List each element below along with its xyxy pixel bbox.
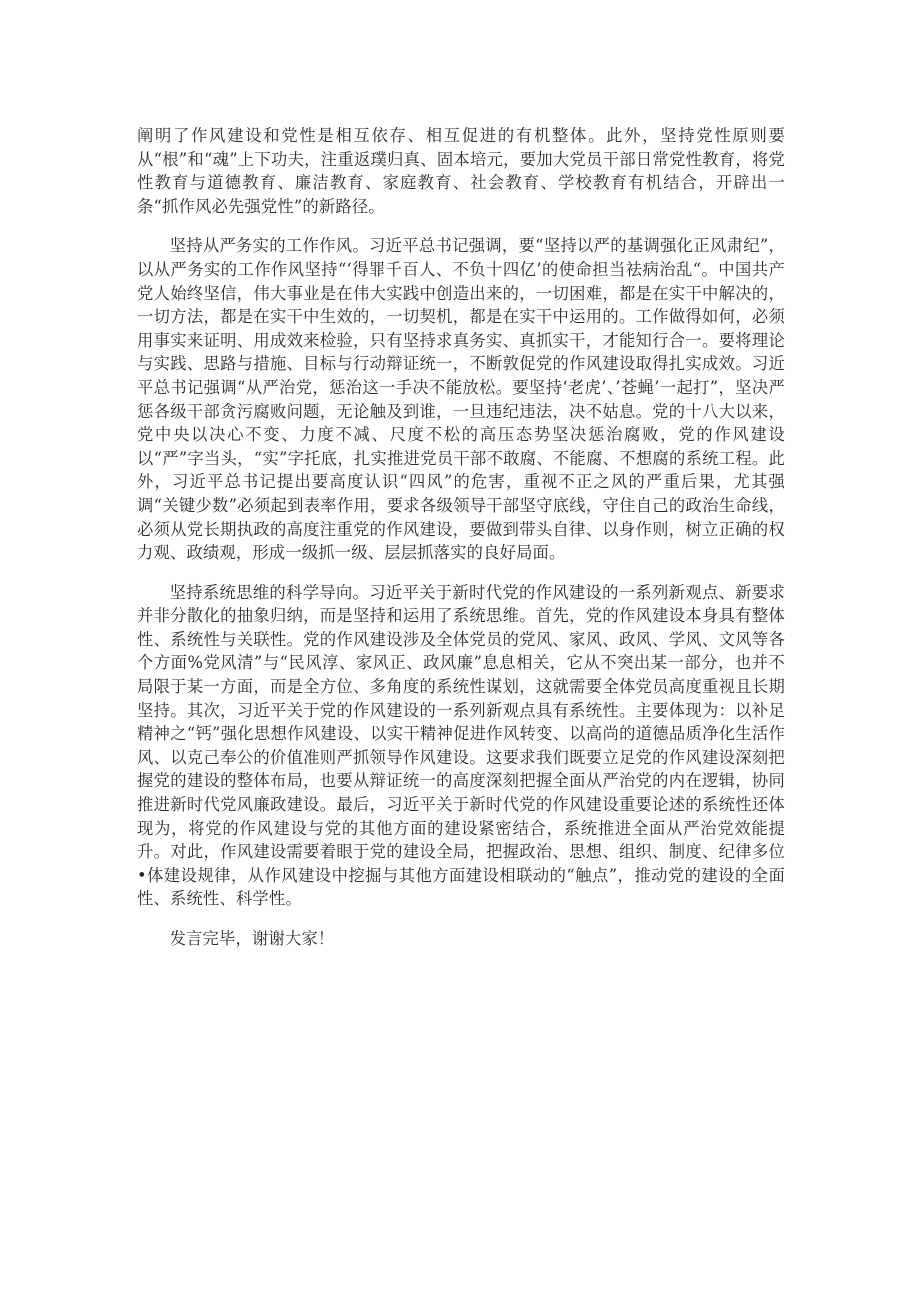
paragraph-closing: 发言完毕，谢谢大家！ (169, 929, 335, 948)
paragraph-work-style: 坚持从严务实的工作作风。习近平总书记强调，要“坚持以严的基调强化正风肃纪”，以从严务实的工作作风坚持“‘得罪千百人、不负十四亿’的使命担当祛病治乱“。中国共产党人始终坚信，伟大事业是在伟大实践中创造出来的，一切困难，都是在实干中解决的，一切方法，都是在实干中生效的，一切契机，都是在实干中运用的。工作做得如何，必须用事实来证明、用成效来检验，只有坚持求真务实、真抓实干，才能知行合一。要将理论与实践、思路与措施、目标与行动辩证统一，不断敦促党的作风建设取得扎实成效。习近平总书记强调“从严治党，惩治这一手决不能放松。要坚持‘老虎’、’苍蝇’一起打”，坚决严惩各级干部贪污腐败问题，无论触及到谁，一旦违纪违法，决不姑息。党的十八大以来，党中央以决心不变、力度不减、尺度不松的高压态势坚决惩治腐败，党的作风建设以“严”字当头，“实”字托底，扎实推进党员干部不敢腐、不能腐、不想腐的系统工程。此外，习近平总书记提出要高度认识“四风”的危害，重视不正之风的严重后果，尤其强调“关键少数”必须起到表率作用，要求各级领导干部坚守底线，守住自己的政治生命线，必须从党长期执政的高度注重党的作风建设，要做到带头自律、以身作则，树立正确的权力观、政绩观，形成一级抓一级、层层抓落实的良好局面。 (137, 236, 785, 563)
paragraph-continuation: 阐明了作风建设和党性是相互依存、相互促进的有机整体。此外，坚持党性原则要从“根”和“魂”上下功夫，注重返璞归真、固本培元，要加大党员干部日常党性教育，将党性教育与道德教育、廉洁教育、家庭教育、社会教育、学校教育有机结合，开辟出一条“抓作风必先强党性”的新路径。 (137, 126, 785, 216)
paragraph-systems-thinking: 坚持系统思维的科学导向。习近平关于新时代党的作风建设的一系列新观点、新要求并非分散化的抽象归纳，而是坚持和运用了系统思维。首先，党的作风建设本身具有整体性、系统性与关联性。党的作风建设涉及全体党员的党风、家风、政风、学风、文风等各个方面%党风清”与“民风淳、家风正、政风廉”息息相关，它从不突出某一部分，也并不局限于某一方面，而是全方位、多角度的系统性谋划，这就需要全体党员高度重视且长期坚持。其次，习近平关于党的作风建设的一系列新观点具有系统性。主要体现为：以补足精神之“钙”强化思想作风建设、以实干精神促进作风转变、以高尚的道德品质净化生活作风、以克己奉公的价值准则严抓领导作风建设。这要求我们既要立足党的作风建设深刻把握党的建设的整体布局，也要从辩证统一的高度深刻把握全面从严治党的内在逻辑，协同推进新时代党风廉政建设。最后，习近平关于新时代党的作风建设重要论述的系统性还体现为，将党的作风建设与党的其他方面的建设紧密结合，系统推进全面从严治党效能提升。对此，作风建设需要着眼于党的建设全局，把握政治、思想、组织、制度、纪律多位•体建设规律，从作风建设中挖掘与其他方面建设相联动的“触点”，推动党的建设的全面性、系统性、科学性。 (137, 582, 785, 909)
document-body (137, 124, 785, 967)
